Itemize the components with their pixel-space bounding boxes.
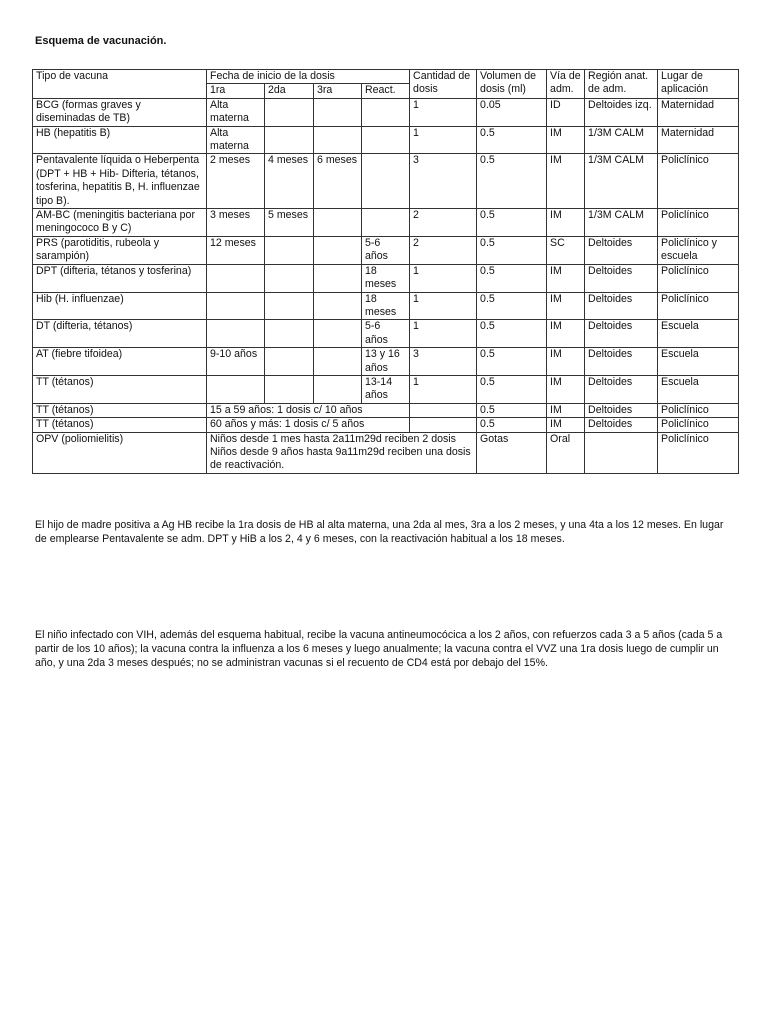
header-row-1: [33, 70, 739, 84]
cell-tipo: DT (difteria, tétanos): [33, 320, 207, 348]
cell-via: IM: [547, 264, 585, 292]
cell-lugar: Escuela: [658, 348, 739, 376]
cell-cantidad: 1: [410, 375, 477, 403]
cell-d3: [314, 98, 362, 126]
cell-d1: [207, 292, 265, 320]
cell-d2: [265, 126, 314, 154]
tt-cell-region: Deltoides: [585, 418, 658, 432]
vaccine-row: [33, 209, 739, 237]
cell-via: IM: [547, 209, 585, 237]
tt-cell-cantidad: [410, 418, 477, 432]
opv-cell-via: Oral: [547, 432, 585, 473]
cell-region: Deltoides: [585, 292, 658, 320]
cell-react: 13-14 años: [362, 375, 410, 403]
cell-lugar: Policlínico y escuela: [658, 236, 739, 264]
cell-react: [362, 209, 410, 237]
cell-d2: [265, 348, 314, 376]
cell-volumen: 0.5: [477, 154, 547, 209]
cell-volumen: 0.5: [477, 375, 547, 403]
cell-d2: [265, 98, 314, 126]
tt-cell-region: Deltoides: [585, 403, 658, 417]
cell-d1: 3 meses: [207, 209, 265, 237]
cell-d3: 6 meses: [314, 154, 362, 209]
cell-d2: [265, 236, 314, 264]
cell-d3: [314, 375, 362, 403]
cell-d1: [207, 375, 265, 403]
cell-lugar: Policlínico: [658, 154, 739, 209]
vaccination-table: [32, 69, 739, 474]
cell-region: Deltoides: [585, 264, 658, 292]
cell-react: 13 y 16 años: [362, 348, 410, 376]
cell-volumen: 0.5: [477, 348, 547, 376]
header-via: Vía de adm.: [547, 70, 585, 99]
cell-lugar: Policlínico: [658, 264, 739, 292]
vaccine-row: [33, 98, 739, 126]
paragraph-hb-positive: El hijo de madre positiva a Ag HB recibe la 1ra dosis de HB al alta materna, una 2da al mes, 3ra a los 2 meses, y una 4ta a los 12 meses. En lugar de emplearse Pentavalente se adm. DPT y HiB a los 2, 4 y 6 meses, con la reactivación habitual a los 18 meses.: [35, 519, 724, 546]
cell-via: IM: [547, 375, 585, 403]
header-react: React.: [362, 84, 410, 98]
cell-via: IM: [547, 348, 585, 376]
cell-volumen: 0.5: [477, 320, 547, 348]
vaccine-row: [33, 154, 739, 209]
cell-d1: [207, 264, 265, 292]
opv-cell-volumen: Gotas: [477, 432, 547, 473]
cell-d2: [265, 292, 314, 320]
cell-d1: 12 meses: [207, 236, 265, 264]
cell-d3: [314, 236, 362, 264]
vaccine-row: [33, 236, 739, 264]
tt-cell-lugar: Policlínico: [658, 403, 739, 417]
cell-tipo: AT (fiebre tifoidea): [33, 348, 207, 376]
cell-react: 18 meses: [362, 292, 410, 320]
vaccination-table-body: [33, 70, 739, 474]
cell-lugar: Maternidad: [658, 98, 739, 126]
cell-react: 18 meses: [362, 264, 410, 292]
cell-cantidad: 1: [410, 98, 477, 126]
cell-region: 1/3M CALM: [585, 126, 658, 154]
opv-cell-fecha: [207, 432, 477, 473]
cell-tipo: HB (hepatitis B): [33, 126, 207, 154]
opv-fecha-line2: Niños desde 9 años hasta 9a11m29d reciben una dosis de reactivación.: [210, 445, 471, 472]
header-region: Región anat. de adm.: [585, 70, 658, 99]
cell-react: 5-6 años: [362, 320, 410, 348]
cell-cantidad: 1: [410, 264, 477, 292]
header-volumen: Volumen de dosis (ml): [477, 70, 547, 99]
cell-cantidad: 3: [410, 348, 477, 376]
opv-cell-region: [585, 432, 658, 473]
vaccine-row: [33, 320, 739, 348]
tt-cell-lugar: Policlínico: [658, 418, 739, 432]
tt-cell-volumen: 0.5: [477, 418, 547, 432]
cell-d1: 2 meses: [207, 154, 265, 209]
cell-tipo: Pentavalente líquida o Heberpenta (DPT + HB + Hib- Difteria, tétanos, tosferina, hepatitis B, H. influenzae tipo B).: [33, 154, 207, 209]
header-fecha: Fecha de inicio de la dosis: [207, 70, 410, 84]
cell-cantidad: 1: [410, 320, 477, 348]
cell-via: SC: [547, 236, 585, 264]
cell-via: IM: [547, 154, 585, 209]
cell-d2: 5 meses: [265, 209, 314, 237]
cell-d3: [314, 320, 362, 348]
cell-volumen: 0.5: [477, 209, 547, 237]
cell-cantidad: 1: [410, 292, 477, 320]
cell-d3: [314, 292, 362, 320]
cell-volumen: 0.5: [477, 236, 547, 264]
cell-region: Deltoides: [585, 320, 658, 348]
cell-via: IM: [547, 126, 585, 154]
tt-row-1: [33, 403, 739, 417]
cell-via: IM: [547, 320, 585, 348]
tt-row-2: [33, 418, 739, 432]
cell-cantidad: 2: [410, 209, 477, 237]
cell-via: IM: [547, 292, 585, 320]
cell-d2: [265, 264, 314, 292]
cell-region: Deltoides: [585, 236, 658, 264]
cell-cantidad: 3: [410, 154, 477, 209]
vaccine-row: [33, 264, 739, 292]
cell-region: 1/3M CALM: [585, 209, 658, 237]
cell-lugar: Maternidad: [658, 126, 739, 154]
header-d2: 2da: [265, 84, 314, 98]
header-lugar: Lugar de aplicación: [658, 70, 739, 99]
cell-d2: [265, 375, 314, 403]
cell-lugar: Escuela: [658, 320, 739, 348]
vaccine-row: [33, 292, 739, 320]
tt-cell-fecha: 15 a 59 años: 1 dosis c/ 10 años: [207, 403, 410, 417]
cell-tipo: BCG (formas graves y diseminadas de TB): [33, 98, 207, 126]
cell-d2: [265, 320, 314, 348]
cell-region: 1/3M CALM: [585, 154, 658, 209]
cell-lugar: Policlínico: [658, 292, 739, 320]
header-tipo-blank: [33, 84, 207, 98]
cell-d3: [314, 348, 362, 376]
cell-d3: [314, 264, 362, 292]
cell-react: 5-6 años: [362, 236, 410, 264]
cell-d1: Alta materna: [207, 98, 265, 126]
cell-d1: Alta materna: [207, 126, 265, 154]
cell-volumen: 0.05: [477, 98, 547, 126]
tt-cell-tipo: TT (tétanos): [33, 403, 207, 417]
tt-cell-tipo: TT (tétanos): [33, 418, 207, 432]
page-title: Esquema de vacunación.: [35, 35, 167, 47]
tt-cell-fecha: 60 años y más: 1 dosis c/ 5 años: [207, 418, 410, 432]
cell-volumen: 0.5: [477, 126, 547, 154]
cell-d1: [207, 320, 265, 348]
opv-row: [33, 432, 739, 473]
cell-react: [362, 126, 410, 154]
cell-d1: 9-10 años: [207, 348, 265, 376]
cell-d3: [314, 209, 362, 237]
cell-via: ID: [547, 98, 585, 126]
header-cantidad: Cantidad de dosis: [410, 70, 477, 99]
opv-fecha-line1: Niños desde 1 mes hasta 2a11m29d reciben 2 dosis: [210, 432, 456, 445]
tt-cell-via: IM: [547, 403, 585, 417]
header-d1: 1ra: [207, 84, 265, 98]
header-d3: 3ra: [314, 84, 362, 98]
opv-cell-lugar: Policlínico: [658, 432, 739, 473]
cell-lugar: Escuela: [658, 375, 739, 403]
tt-cell-cantidad: [410, 403, 477, 417]
vaccine-row: [33, 348, 739, 376]
cell-tipo: PRS (parotiditis, rubeola y sarampión): [33, 236, 207, 264]
cell-lugar: Policlínico: [658, 209, 739, 237]
cell-tipo: Hib (H. influenzae): [33, 292, 207, 320]
cell-d3: [314, 126, 362, 154]
cell-region: Deltoides izq.: [585, 98, 658, 126]
cell-d2: 4 meses: [265, 154, 314, 209]
cell-tipo: AM-BC (meningitis bacteriana por meningococo B y C): [33, 209, 207, 237]
vaccine-row: [33, 126, 739, 154]
header-tipo: Tipo de vacuna: [33, 70, 207, 84]
cell-react: [362, 154, 410, 209]
cell-cantidad: 1: [410, 126, 477, 154]
cell-volumen: 0.5: [477, 264, 547, 292]
cell-cantidad: 2: [410, 236, 477, 264]
cell-react: [362, 98, 410, 126]
tt-cell-volumen: 0.5: [477, 403, 547, 417]
cell-tipo: DPT (difteria, tétanos y tosferina): [33, 264, 207, 292]
vaccine-row: [33, 375, 739, 403]
cell-region: Deltoides: [585, 348, 658, 376]
cell-region: Deltoides: [585, 375, 658, 403]
cell-volumen: 0.5: [477, 292, 547, 320]
tt-cell-via: IM: [547, 418, 585, 432]
paragraph-hiv: El niño infectado con VIH, además del esquema habitual, recibe la vacuna antineumocócica a los 2 años, con refuerzos cada 3 a 5 años (cada 5 a partir de los 10 años); la vacuna contra la influenza a los 6 meses y luego anualmente; la vacuna contra el VVZ una 1ra dosis luego de cumplir un año, y una 2da 3 meses después; no se administran vacunas si el recuento de CD4 está por debajo del 15%.: [35, 629, 723, 670]
cell-tipo: TT (tétanos): [33, 375, 207, 403]
opv-cell-tipo: OPV (poliomielitis): [33, 432, 207, 473]
